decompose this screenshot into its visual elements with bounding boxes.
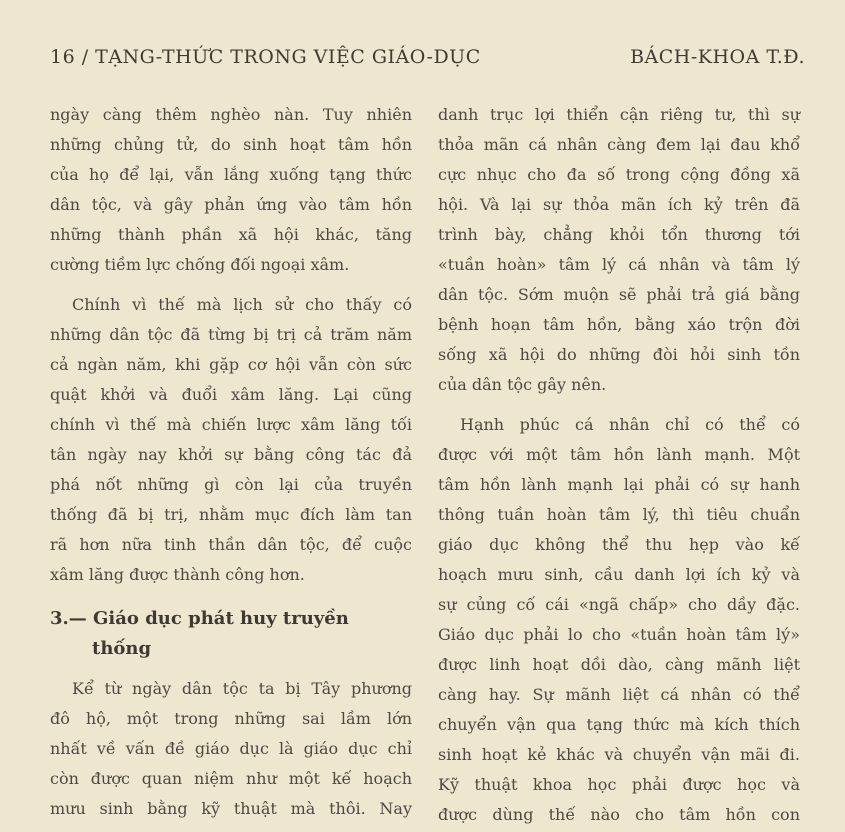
text-line: của họ để lại, vẫn lắng xuống tạng thức [50, 165, 412, 184]
text-line: những dân tộc đã từng bị trị cả trăm năm [50, 325, 412, 344]
header-left: 16 / TẠNG-THỨC TRONG VIỆC GIÁO-DỤC [50, 46, 481, 68]
text-line: Giáo dục phải lo cho «tuần hoàn tâm lý» [438, 625, 800, 644]
text-line: phá nốt những gì còn lại của truyền [50, 475, 412, 494]
header-right: BÁCH-KHOA T.Đ. [630, 46, 805, 68]
text-line: đô hộ, một trong những sai lầm lớn [50, 709, 412, 728]
text-line: «tuần hoàn» tâm lý cá nhân và tâm lý [438, 255, 800, 274]
text-line: dân tộc, và gây phản ứng vào tâm hồn [50, 195, 412, 214]
text-line: chính vì thế mà chiến lược xâm lăng tối [50, 415, 412, 434]
text-line: quật khởi và đuổi xâm lăng. Lại cũng [50, 385, 412, 404]
text-line: tâm hồn lành mạnh lại phải có sự hanh [438, 475, 800, 494]
text-line: cả ngàn năm, khi gặp cơ hội vẫn còn sức [50, 355, 412, 374]
text-line: hội. Và lại sự thỏa mãn ích kỷ trên đã [438, 195, 800, 214]
text-line: sống xã hội do những đòi hỏi sinh tồn [438, 345, 800, 364]
text-line: giáo dục không thể thu hẹp vào kế [438, 535, 800, 554]
text-line: sự củng cố cái «ngã chấp» cho dầy đặc. [438, 595, 800, 614]
text-line: cực nhục cho đa số trong cộng đồng xã [438, 165, 800, 184]
text-line: những chủng tử, do sinh hoạt tâm hồn [50, 135, 412, 154]
section-heading [50, 604, 412, 664]
text-line: của dân tộc gây nên. [438, 375, 607, 394]
paragraph [438, 100, 800, 400]
text-line: cường tiềm lực chống đối ngoại xâm. [50, 255, 350, 274]
text-line: xâm lăng được thành công hơn. [50, 565, 305, 584]
text-line: được với một tâm hồn lành mạnh. Một [438, 445, 800, 464]
heading-line: thống [92, 638, 152, 659]
text-line: những thành phần xã hội khác, tăng [50, 225, 412, 244]
text-line: sinh hoạt kẻ khác và chuyển vận mãi đi. [438, 745, 800, 764]
text-line: Hạnh phúc cá nhân chỉ có thể có [460, 415, 800, 434]
right-column [438, 100, 800, 830]
heading-line: 3.— Giáo dục phát huy truyền [50, 608, 349, 629]
text-line: mưu sinh bằng kỹ thuật mà thôi. Nay [50, 799, 412, 818]
text-line: Kể từ ngày dân tộc ta bị Tây phương [72, 679, 412, 698]
text-line: trình bày, chẳng khỏi tổn thương tới [438, 225, 800, 244]
text-line: ngày càng thêm nghèo nàn. Tuy nhiên [50, 105, 412, 124]
text-line: Kỹ thuật khoa học phải được học và [438, 775, 800, 794]
text-line: hoạch mưu sinh, cầu danh lợi ích kỷ và [438, 565, 800, 584]
text-line: chuyển vận qua tạng thức mà kích thích [438, 715, 800, 734]
text-line: tân ngày nay khởi sự bằng công tác đả [50, 445, 412, 464]
text-line: dân tộc. Sớm muộn sẽ phải trả giá bằng [438, 285, 800, 304]
text-line: thông tuần hoàn tâm lý, thì tiêu chuẩn [438, 505, 800, 524]
running-header [50, 46, 805, 76]
text-line: được linh hoạt dồi dào, càng mãnh liệt [438, 655, 800, 674]
text-line: Chính vì thế mà lịch sử cho thấy có [72, 295, 412, 314]
text-line: được dùng thế nào cho tâm hồn con [438, 805, 800, 824]
text-line: càng hay. Sự mãnh liệt cá nhân có thể [438, 685, 800, 704]
paragraph [50, 290, 412, 590]
text-line: thống đã bị trị, nhằm mục đích làm tan [50, 505, 412, 524]
left-column [50, 100, 412, 824]
paragraph [50, 100, 412, 280]
paragraph [50, 674, 412, 824]
text-line: bệnh hoạn tâm hồn, bằng xáo trộn đời [438, 315, 800, 334]
text-line: rã hơn nữa tinh thần dân tộc, để cuộc [50, 535, 412, 554]
text-line: nhất về vấn đề giáo dục là giáo dục chỉ [50, 739, 412, 758]
paragraph [438, 410, 800, 830]
text-line: thỏa mãn cá nhân càng đem lại đau khổ [438, 135, 800, 154]
text-line: còn được quan niệm như một kế hoạch [50, 769, 412, 788]
text-line: danh trục lợi thiển cận riêng tư, thì sự [438, 105, 800, 124]
